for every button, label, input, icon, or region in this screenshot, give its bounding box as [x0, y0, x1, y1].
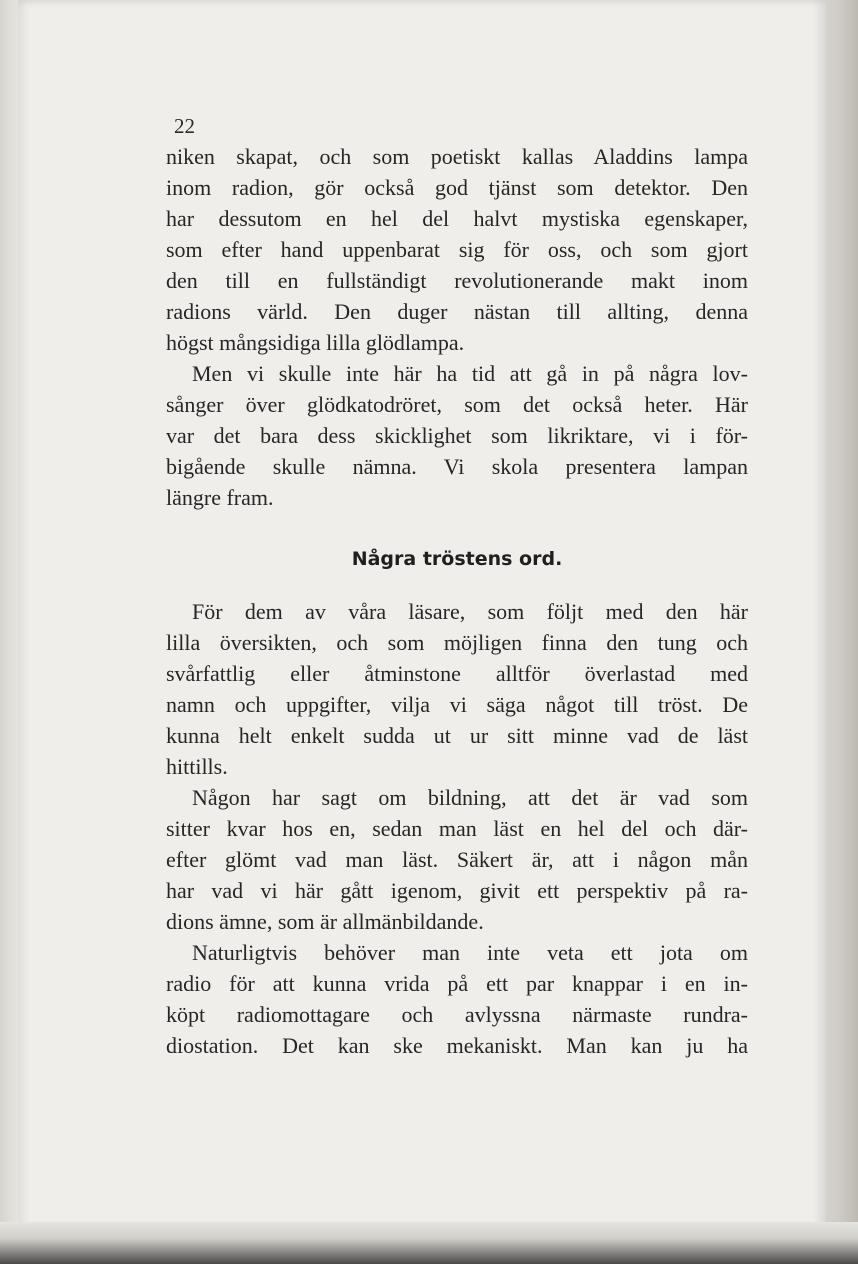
text-line: som efter hand uppenbarat sig för oss, och som gjort: [166, 237, 748, 262]
text-line: radions värld. Den duger nästan till allting, denna: [166, 299, 748, 324]
text-line: kunna helt enkelt sudda ut ur sitt minne vad de läst: [166, 723, 748, 748]
text-line: namn och uppgifter, vilja vi säga något till tröst. De: [166, 692, 748, 717]
text-line: niken skapat, och som poetiskt kallas Aladdins lampa: [166, 144, 748, 169]
paragraph-block-1: [166, 141, 748, 513]
text-line: inom radion, gör också god tjänst som detektor. Den: [166, 175, 748, 200]
text-line: längre fram.: [166, 485, 274, 510]
text-line: Naturligtvis behöver man inte veta ett jota om: [192, 940, 748, 965]
text-line: köpt radiomottagare och avlyssna närmaste rundra-: [166, 1002, 748, 1027]
text-line: Någon har sagt om bildning, att det är vad som: [192, 785, 748, 810]
text-line: dions ämne, som är allmänbildande.: [166, 909, 484, 934]
text-line: sånger över glödkatodröret, som det också heter. Här: [166, 392, 748, 417]
page-number: 22: [174, 114, 195, 138]
text-line: För dem av våra läsare, som följt med den här: [192, 599, 748, 624]
text-line: var det bara dess skicklighet som likriktare, vi i för-: [166, 423, 748, 448]
text-line: Men vi skulle inte här ha tid att gå in på några lov-: [192, 361, 748, 386]
text-line: den till en fullständigt revolutionerande makt inom: [166, 268, 748, 293]
section-heading: Några tröstens ord.: [351, 548, 563, 570]
text-line: diostation. Det kan ske mekaniskt. Man kan ju ha: [166, 1033, 748, 1058]
text-line: efter glömt vad man läst. Säkert är, att i någon mån: [166, 847, 748, 872]
text-line: bigående skulle nämna. Vi skola presentera lampan: [166, 454, 748, 479]
text-line: hittills.: [166, 754, 228, 779]
text-line: lilla översikten, och som möjligen finna den tung och: [166, 630, 748, 655]
text-line: svårfattlig eller åtminstone alltför överlastad med: [166, 661, 748, 686]
text-line: har vad vi här gått igenom, givit ett perspektiv på ra-: [166, 878, 748, 903]
text-line: radio för att kunna vrida på ett par knappar i en in-: [166, 971, 748, 996]
text-line: högst mångsidiga lilla glödlampa.: [166, 330, 465, 355]
text-line: har dessutom en hel del halvt mystiska egenskaper,: [166, 206, 748, 231]
paragraph-block-2: [166, 596, 748, 1061]
page-bottom-edge: [0, 1222, 858, 1264]
text-line: sitter kvar hos en, sedan man läst en hel del och där-: [166, 816, 748, 841]
